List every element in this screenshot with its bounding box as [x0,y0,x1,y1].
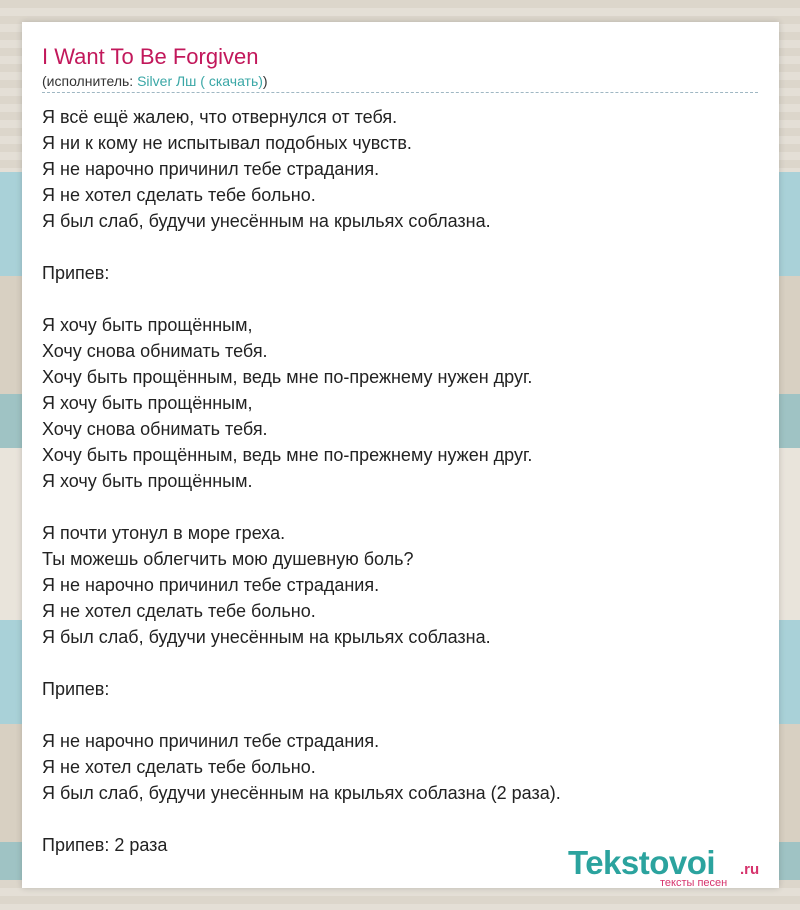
lyrics-card [22,22,779,888]
lyric-line [42,806,762,832]
lyrics-text [42,104,762,858]
lyric-line: Я был слаб, будучи унесённым на крыльях соблазна. [42,627,491,647]
song-title: I Want To Be Forgiven [42,44,259,69]
lyric-line: Я был слаб, будучи унесённым на крыльях соблазна (2 раза). [42,783,561,803]
lyric-line: Я не хотел сделать тебе больно. [42,757,316,777]
artist-link[interactable]: Silver Лш [137,73,197,89]
logo-tagline: тексты песен [660,877,728,889]
lyric-line: Хочу снова обнимать тебя. [42,341,268,361]
lyric-line: Я не нарочно причинил тебе страдания. [42,731,380,751]
lyric-line: Хочу быть прощённым, ведь мне по-прежнему нужен друг. [42,445,533,465]
lyric-line: Я хочу быть прощённым, [42,393,253,413]
artist-suffix: ) [262,73,268,89]
lyric-line: Хочу быть прощённым, ведь мне по-прежнему нужен друг. [42,367,533,387]
chorus-label: Припев: [42,679,110,699]
logo-domain: .ru [740,861,760,878]
lyric-line: Я не нарочно причинил тебе страдания. [42,575,380,595]
lyric-line: Я не нарочно причинил тебе страдания. [42,159,380,179]
lyric-line: Я хочу быть прощённым, [42,315,253,335]
lyric-line: Я не хотел сделать тебе больно. [42,601,316,621]
lyric-line [42,494,762,520]
lyric-line [42,702,762,728]
lyric-line: Я хочу быть прощённым. [42,471,253,491]
artist-prefix: (исполнитель: [42,73,138,89]
lyric-line: Я не хотел сделать тебе больно. [42,185,316,205]
chorus-label: Припев: 2 раза [42,835,168,855]
lyric-line: Я почти утонул в море греха. [42,523,286,543]
title-divider [42,92,758,93]
site-logo[interactable] [568,844,778,892]
download-link[interactable]: ( скачать) [196,73,263,89]
lyric-line [42,650,762,676]
lyric-line [42,286,762,312]
lyric-line: Хочу снова обнимать тебя. [42,419,268,439]
lyric-line [42,234,762,260]
logo-wordmark: Tekstovoi [568,844,716,881]
lyric-line: Я всё ещё жалею, что отвернулся от тебя. [42,107,398,127]
lyric-line: Я был слаб, будучи унесённым на крыльях соблазна. [42,211,491,231]
lyric-line: Я ни к кому не испытывал подобных чувств. [42,133,412,153]
artist-line [42,73,268,89]
lyric-line: Ты можешь облегчить мою душевную боль? [42,549,414,569]
chorus-label: Припев: [42,263,110,283]
